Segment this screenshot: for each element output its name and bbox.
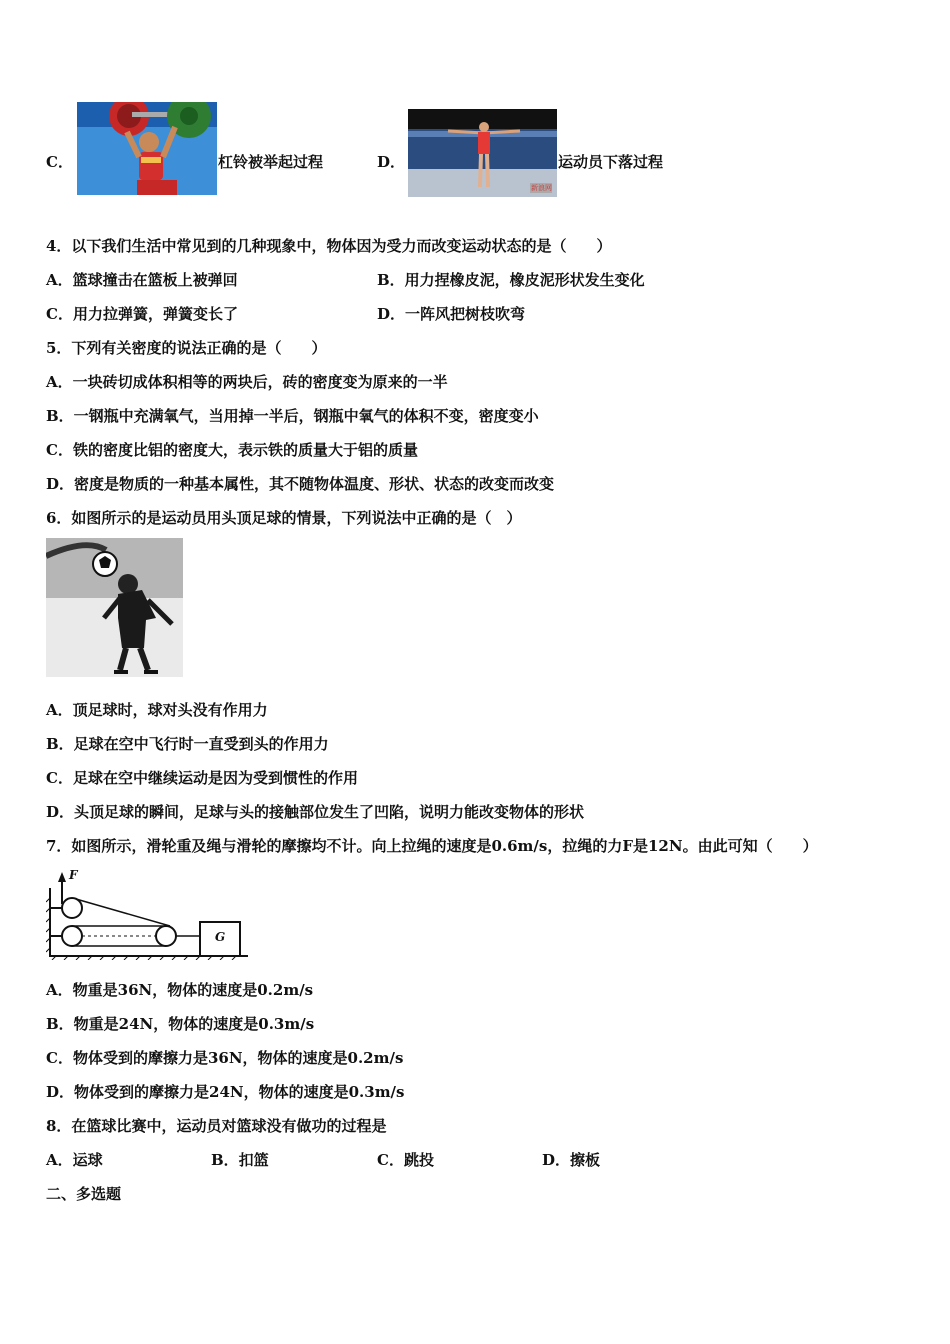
q7-option-a: A．物重是36N，物体的速度是0.2m/s [46, 981, 314, 999]
q4-stem: 4．以下我们生活中常见到的几种现象中，物体因为受力而改变运动状态的是（ ） [46, 237, 612, 255]
q3-option-d-caption: 运动员下落过程 [558, 153, 664, 171]
q3-option-c-caption: 杠铃被举起过程 [218, 153, 324, 171]
q8-option-d: D．擦板 [542, 1151, 601, 1169]
weightlifting-photo [77, 102, 217, 195]
q8-stem: 8．在篮球比赛中，运动员对篮球没有做功的过程是 [46, 1117, 387, 1135]
q7-option-d: D．物体受到的摩擦力是24N，物体的速度是0.3m/s [46, 1083, 405, 1101]
section-heading: 二、多选题 [46, 1185, 122, 1203]
q5-option-d: D．密度是物质的一种基本属性，其不随物体温度、形状、状态的改变而改变 [46, 475, 555, 493]
trampoline-photo [408, 109, 557, 197]
q7-option-b: B．物重是24N，物体的速度是0.3m/s [46, 1015, 315, 1033]
q6-option-b: B．足球在空中飞行时一直受到头的作用力 [46, 735, 329, 753]
q7-stem: 7．如图所示，滑轮重及绳与滑轮的摩擦均不计。向上拉绳的速度是0.6m/s，拉绳的力F是12N。由此可知（ ） [46, 837, 818, 855]
q4-option-a: A．篮球撞击在篮板上被弹回 [46, 271, 238, 289]
q4-option-b: B．用力捏橡皮泥，橡皮泥形状发生变化 [377, 271, 645, 289]
q3-option-d-letter: D． [377, 153, 406, 171]
q4-option-c: C．用力拉弹簧，弹簧变长了 [46, 305, 238, 323]
q5-option-c: C．铁的密度比铝的密度大，表示铁的质量大于铝的质量 [46, 441, 418, 459]
q6-stem: 6．如图所示的是运动员用头顶足球的情景，下列说法中正确的是（ ） [46, 509, 522, 527]
q8-option-c: C．跳投 [377, 1151, 434, 1169]
q6-option-a: A．顶足球时，球对头没有作用力 [46, 701, 268, 719]
q8-option-b: B．扣篮 [211, 1151, 269, 1169]
figure-label-f: F [69, 868, 78, 882]
q5-option-a: A．一块砖切成体积相等的两块后，砖的密度变为原来的一半 [46, 373, 448, 391]
heading-ball-figure [46, 538, 183, 677]
q7-option-c: C．物体受到的摩擦力是36N，物体的速度是0.2m/s [46, 1049, 404, 1067]
q5-stem: 5．下列有关密度的说法正确的是（ ） [46, 339, 327, 357]
figure-label-g: G [215, 930, 226, 944]
q8-option-a: A．运球 [46, 1151, 103, 1169]
q4-option-d: D．一阵风把树枝吹弯 [377, 305, 526, 323]
q6-option-d: D．头顶足球的瞬间，足球与头的接触部位发生了凹陷，说明力能改变物体的形状 [46, 803, 585, 821]
q3-option-c-letter: C． [46, 153, 73, 171]
photo-watermark: 新浪网 [531, 184, 552, 192]
q6-option-c: C．足球在空中继续运动是因为受到惯性的作用 [46, 769, 358, 787]
pulley-diagram [46, 868, 250, 960]
q5-option-b: B．一钢瓶中充满氧气，当用掉一半后，钢瓶中氧气的体积不变，密度变小 [46, 407, 539, 425]
